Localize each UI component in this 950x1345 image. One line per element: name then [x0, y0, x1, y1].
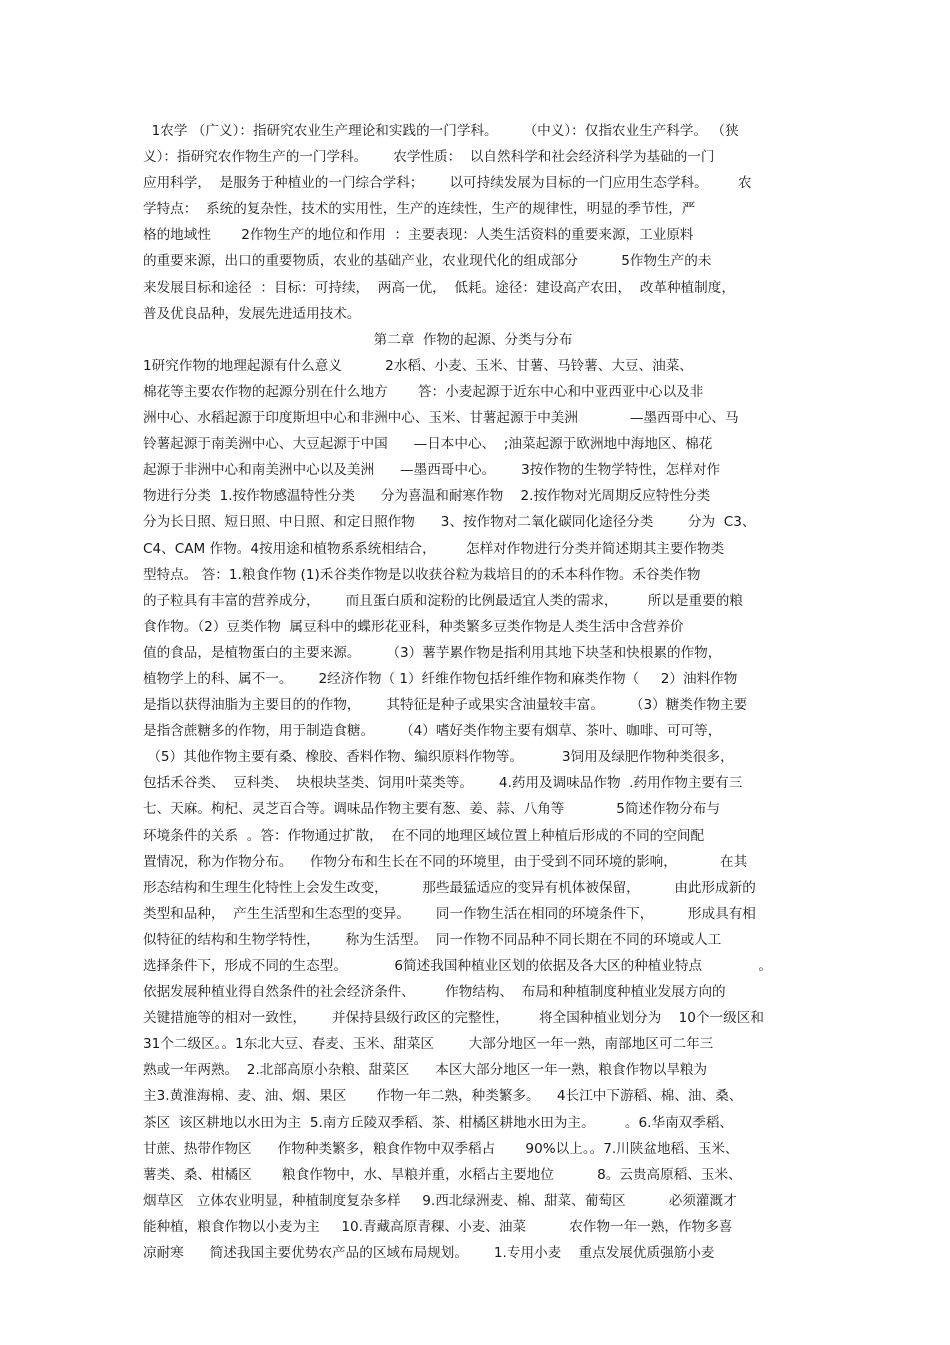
- text-line: 置情况，称为作物分布。 作物分布和生长在不同的环境里，由于受到不同环境的影响， 在其: [143, 853, 748, 870]
- text-line: 1研究作物的地理起源有什么意义 2水稻、小麦、玉米、甘薯、马铃薯、大豆、油菜、: [143, 357, 693, 374]
- text-line: [143, 1266, 813, 1292]
- text-line: 型特点。 答：1.粮食作物 (1)禾谷类作物是以收获谷粒为栽培目的的禾本科作物。禾谷类作物: [143, 566, 701, 583]
- text-line: 七、天麻。枸杞、灵芝百合等。调味品作物主要有葱、姜、蒜、八角等 5简述作物分布与: [143, 801, 721, 818]
- text-line: 依据发展种植业得自然条件的社会经济条件、 作物结构、 布局和种植制度种植业发展方向的: [143, 984, 726, 1001]
- text-line: 食作物。（2）豆类作物 属豆科中的蝶形花亚科，种类繁多豆类作物是人类生活中含营养价: [143, 618, 684, 635]
- text-line: 凉耐寒 简述我国主要优势农产品的区域布局规划。 1.专用小麦 重点发展优质强筋小麦: [143, 1245, 715, 1262]
- text-line: 的重要来源，出口的重要物质，农业的基础产业，农业现代化的组成部分 5作物生产的未: [143, 253, 712, 270]
- text-line: 烟草区 立体农业明显，种植制度复杂多样 9.西北绿洲麦、棉、甜菜、葡萄区 必须灌溉才: [143, 1192, 737, 1209]
- text-line: 主3.黄淮海棉、麦、油、烟、果区 作物一年二熟，种类繁多。 4长江中下游稻、棉、油、桑、: [143, 1088, 743, 1105]
- text-line: 类型和品种， 产生生活型和生态型的变异。 同一作物生活在相同的环境条件下， 形成具有相: [143, 905, 756, 922]
- text-line: 形态结构和生理生化特性上会发生改变， 那些最猛适应的变异有机体被保留， 由此形成新的: [143, 879, 756, 896]
- text-line: 环境条件的关系 。答：作物通过扩散， 在不同的地理区域位置上种植后形成的不同的空间配: [143, 827, 705, 844]
- text-line: 义）：指研究农作物生产的一门学科。 农学性质： 以自然科学和社会经济科学为基础的一门: [143, 149, 715, 166]
- text-line: 薯类、桑、柑橘区 粮食作物中，水、旱粮并重，水稻占主要地位 8。云贵高原稻、玉米、: [143, 1166, 742, 1183]
- text-line: 1农学 （广义）：指研究农业生产理论和实践的一门学科。 （中义）：仅指农业生产科学。 （狭: [143, 123, 739, 139]
- text-line: 是指以获得油脂为主要目的的作物， 其特征是种子或果实含油量较丰富。 （3）糖类作物主要: [143, 697, 748, 714]
- text-line: 普及优良品种，发展先进适用技术。: [143, 305, 361, 322]
- text-line: 应用科学， 是服务于种植业的一门综合学科； 以可持续发展为目标的一门应用生态学科。 农: [143, 175, 752, 192]
- text-line: 铃薯起源于南美洲中心、大豆起源于中国 —日本中心、 ;油菜起源于欧洲地中海地区、棉花: [143, 436, 713, 453]
- text-line: 分为长日照、短日照、中日照、和定日照作物 3、按作物对二氧化碳同化途径分类 分为 C3、: [143, 514, 756, 531]
- text-line: 是指含蔗糖多的作物，用于制造食糖。 （4）嗜好类作物主要有烟草、茶叶、咖啡、可可等，: [143, 723, 722, 740]
- text-line: 植物学上的科、属不一。 2经济作物（ 1）纤维作物包括纤维作物和麻类作物（ 2）油料作物: [143, 670, 738, 687]
- text-line: 来发展目标和途径 ：目标：可持续， 两高一优， 低耗。途径：建设高产农田， 改革种植制度，: [143, 279, 735, 296]
- text-line: 物进行分类 1.按作物感温特性分类 分为喜温和耐寒作物 2.按作物对光周期反应特性分类: [143, 488, 711, 505]
- text-line: 包括禾谷类、 豆科类、 块根块茎类、饲用叶菜类等。 4.药用及调味品作物 .药用作物主要有三: [143, 775, 743, 792]
- text-line: 的子粒具有丰富的营养成分， 而且蛋白质和淀粉的比例最适宜人类的需求， 所以是重要的粮: [143, 592, 743, 609]
- chapter-heading: 第二章 作物的起源、分类与分布: [373, 331, 573, 348]
- text-line: C4、CAM 作物。4按用途和植物系系统相结合， 怎样对作物进行分类并简述期其主要作物类: [143, 540, 725, 557]
- text-line: 能种植，粮食作物以小麦为主 10.青藏高原青稞、小麦、油菜 农作物一年一熟，作物多喜: [143, 1218, 733, 1235]
- text-line: 选择条件下，形成不同的生态型。 6简述我国种植业区划的依据及各大区的种植业特点 。: [143, 958, 772, 974]
- text-line: 关键措施等的相对一致性， 并保持县级行政区的完整性， 将全国种植业划分为 10个一级区和: [143, 1010, 764, 1027]
- document-body: [143, 118, 813, 1292]
- text-line: 茶区 该区耕地以水田为主 5.南方丘陵双季稻、茶、柑橘区耕地水田为主。 。6.华南双季稻、: [143, 1114, 734, 1131]
- text-line: （5）其他作物主要有桑、橡胶、香料作物、编织原料作物等。 3饲用及绿肥作物种类很多，: [143, 749, 734, 766]
- text-line: 起源于非洲中心和南美洲中心以及美洲 —墨西哥中心。 3按作物的生物学特性，怎样对作: [143, 462, 721, 479]
- text-line: 似特征的结构和生物学特性， 称为生活型。 同一作物不同品种不同长期在不同的环境或人工: [143, 931, 722, 948]
- text-line: 格的地域性 2作物生产的地位和作用 ：主要表现：人类生活资料的重要来源，工业原料: [143, 227, 694, 244]
- text-line: 31个二级区。。1东北大豆、春麦、玉米、甜菜区 大部分地区一年一熟，南部地区可二年三: [143, 1036, 714, 1053]
- text-line: 洲中心、水稻起源于印度斯坦中心和非洲中心、玉米、甘薯起源于中美洲 —墨西哥中心、马: [143, 410, 739, 427]
- text-line: 甘蔗、热带作物区 作物种类繁多，粮食作物中双季稻占 90%以上。。7.川陕盆地稻、玉米、: [143, 1140, 739, 1157]
- text-line: 值的食品，是植物蛋白的主要来源。 （3）薯芋累作物是指利用其地下块茎和快根累的作物，: [143, 644, 722, 661]
- text-line: 熟或一年两熟。 2.北部高原小杂粮、甜菜区 本区大部分地区一年一熟，粮食作物以旱粮为: [143, 1062, 708, 1079]
- text-line: 学特点： 系统的复杂性，技术的实用性，生产的连续性，生产的规律性，明显的季节性，严: [143, 201, 696, 218]
- text-line: 棉花等主要农作物的起源分别在什么地方 答：小麦起源于近东中心和中亚西亚中心以及非: [143, 383, 704, 400]
